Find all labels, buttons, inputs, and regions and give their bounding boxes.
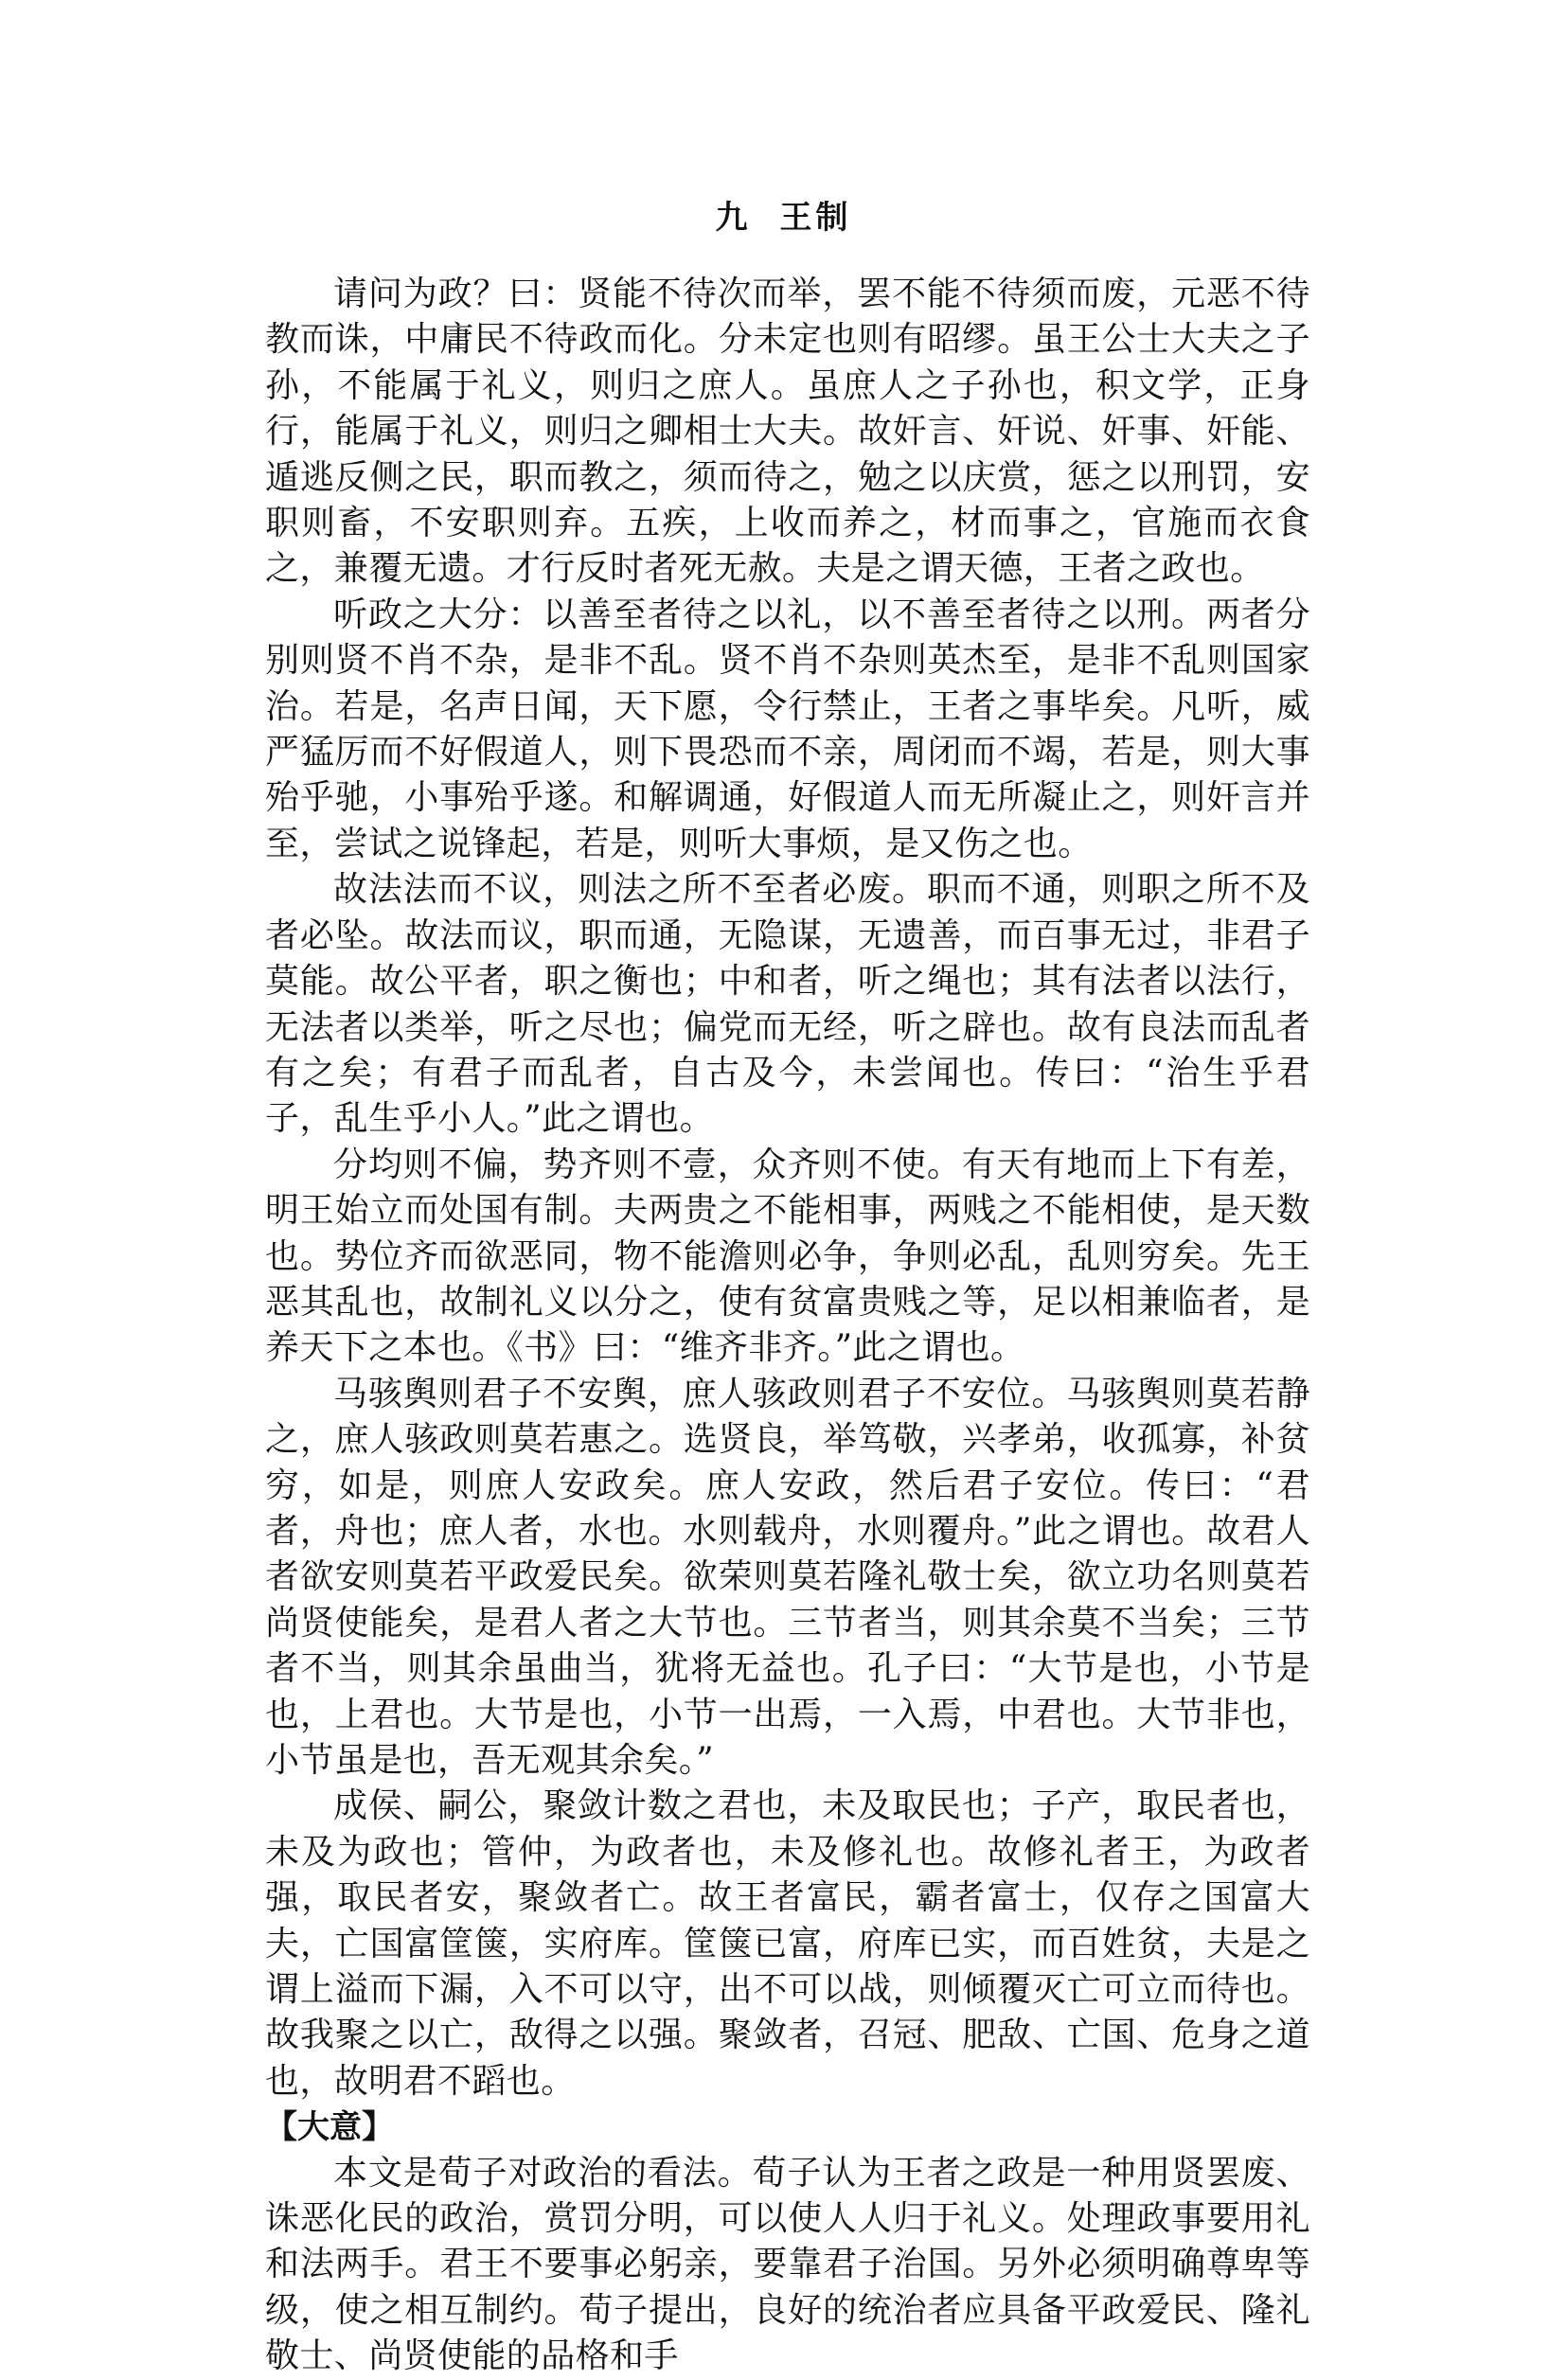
paragraph-3: 故法法而不议，则法之所不至者必废。职而不通，则职之所不及者必坠。故法而议，职而通，无隐谋，无遗善，而百事无过，非君子莫能。故公平者，职之衡也；中和者，听之绳也；其有法者以法行，无法者以类举，听之尽也；偏党而无经，听之辟也。故有良法而乱者有之矣；有君子而乱者，自古及今，未尝闻也。传曰：“治生乎君子，乱生乎小人。”此之谓也。: [265, 870, 1310, 1139]
paragraph-2: 听政之大分：以善至者待之以礼，以不善至者待之以刑。两者分别则贤不肖不杂，是非不乱。贤不肖不杂则英杰至，是非不乱则国家治。若是，名声日闻，天下愿，令行禁止，王者之事毕矣。凡听，威严猛厉而不好假道人，则下畏恐而不亲，周闭而不竭，若是，则大事殆乎驰，小事殆乎遂。和解调通，好假道人而无所凝止之，则奸言并至，尝试之说锋起，若是，则听大事烦，是又伤之也。: [265, 595, 1310, 863]
chapter-name: 王制: [779, 199, 852, 237]
summary-heading: 【大意】: [265, 2108, 394, 2147]
paragraph-5: 马骇舆则君子不安舆，庶人骇政则君子不安位。马骇舆则莫若静之，庶人骇政则莫若惠之。选贤良，举笃敬，兴孝弟，收孤寡，补贫穷，如是，则庶人安政矣。庶人安政，然后君子安位。传曰：“君者，舟也；庶人者，水也。水则载舟，水则覆舟。”此之谓也。故君人者欲安则莫若平政爱民矣。欲荣则莫若隆礼敬士矣，欲立功名则莫若尚贤使能矣，是君人者之大节也。三节者当，则其余莫不当矣；三节者不当，则其余虽曲当，犹将无益也。孔子曰：“大节是也，小节是也，上君也。大节是也，小节一出焉，一入焉，中君也。大节非也，小节虽是也，吾无观其余矣。”: [265, 1374, 1310, 1780]
main-text: [265, 272, 1310, 2380]
paragraph-4: 分均则不偏，势齐则不壹，众齐则不使。有天有地而上下有差，明王始立而处国有制。夫两贵之不能相事，两贱之不能相使，是天数也。势位齐而欲恶同，物不能澹则必争，争则必乱，乱则穷矣。先王恶其乱也，故制礼义以分之，使有贫富贵贱之等，足以相兼临者，是养天下之本也。《书》曰：“维齐非齐。”此之谓也。: [265, 1145, 1310, 1368]
paragraph-1: 请问为政？曰：贤能不待次而举，罢不能不待须而废，元恶不待教而诛，中庸民不待政而化。分未定也则有昭缪。虽王公士大夫之子孙，不能属于礼义，则归之庶人。虽庶人之子孙也，积文学，正身行，能属于礼义，则归之卿相士大夫。故奸言、奸说、奸事、奸能、遁逃反侧之民，职而教之，须而待之，勉之以庆赏，惩之以刑罚，安职则畜，不安职则弃。五疾，上收而养之，材而事之，官施而衣食之，兼覆无遗。才行反时者死无赦。夫是之谓天德，王者之政也。: [265, 275, 1310, 589]
paragraph-6: 成侯、嗣公，聚敛计数之君也，未及取民也；子产，取民者也，未及为政也；管仲，为政者也，未及修礼也。故修礼者王，为政者强，取民者安，聚敛者亡。故王者富民，霸者富士，仅存之国富大夫，亡国富筐箧，实府库。筐箧已富，府库已实，而百姓贫，夫是之谓上溢而下漏，入不可以守，出不可以战，则倾覆灭亡可立而待也。故我聚之以亡，敌得之以强。聚敛者，召冠、肥敌、亡国、危身之道也，故明君不蹈也。: [265, 1786, 1310, 2101]
chapter-number: 九: [715, 199, 752, 237]
chapter-title: [0, 191, 1567, 238]
summary-paragraph: 本文是荀子对政治的看法。荀子认为王者之政是一种用贤罢废、诛恶化民的政治，赏罚分明，可以使人人归于礼义。处理政事要用礼和法两手。君王不要事必躬亲，要靠君子治国。另外必须明确尊卑等级，使之相互制约。荀子提出，良好的统治者应具备平政爱民、隆礼敬士、尚贤使能的品格和手: [265, 2153, 1310, 2376]
